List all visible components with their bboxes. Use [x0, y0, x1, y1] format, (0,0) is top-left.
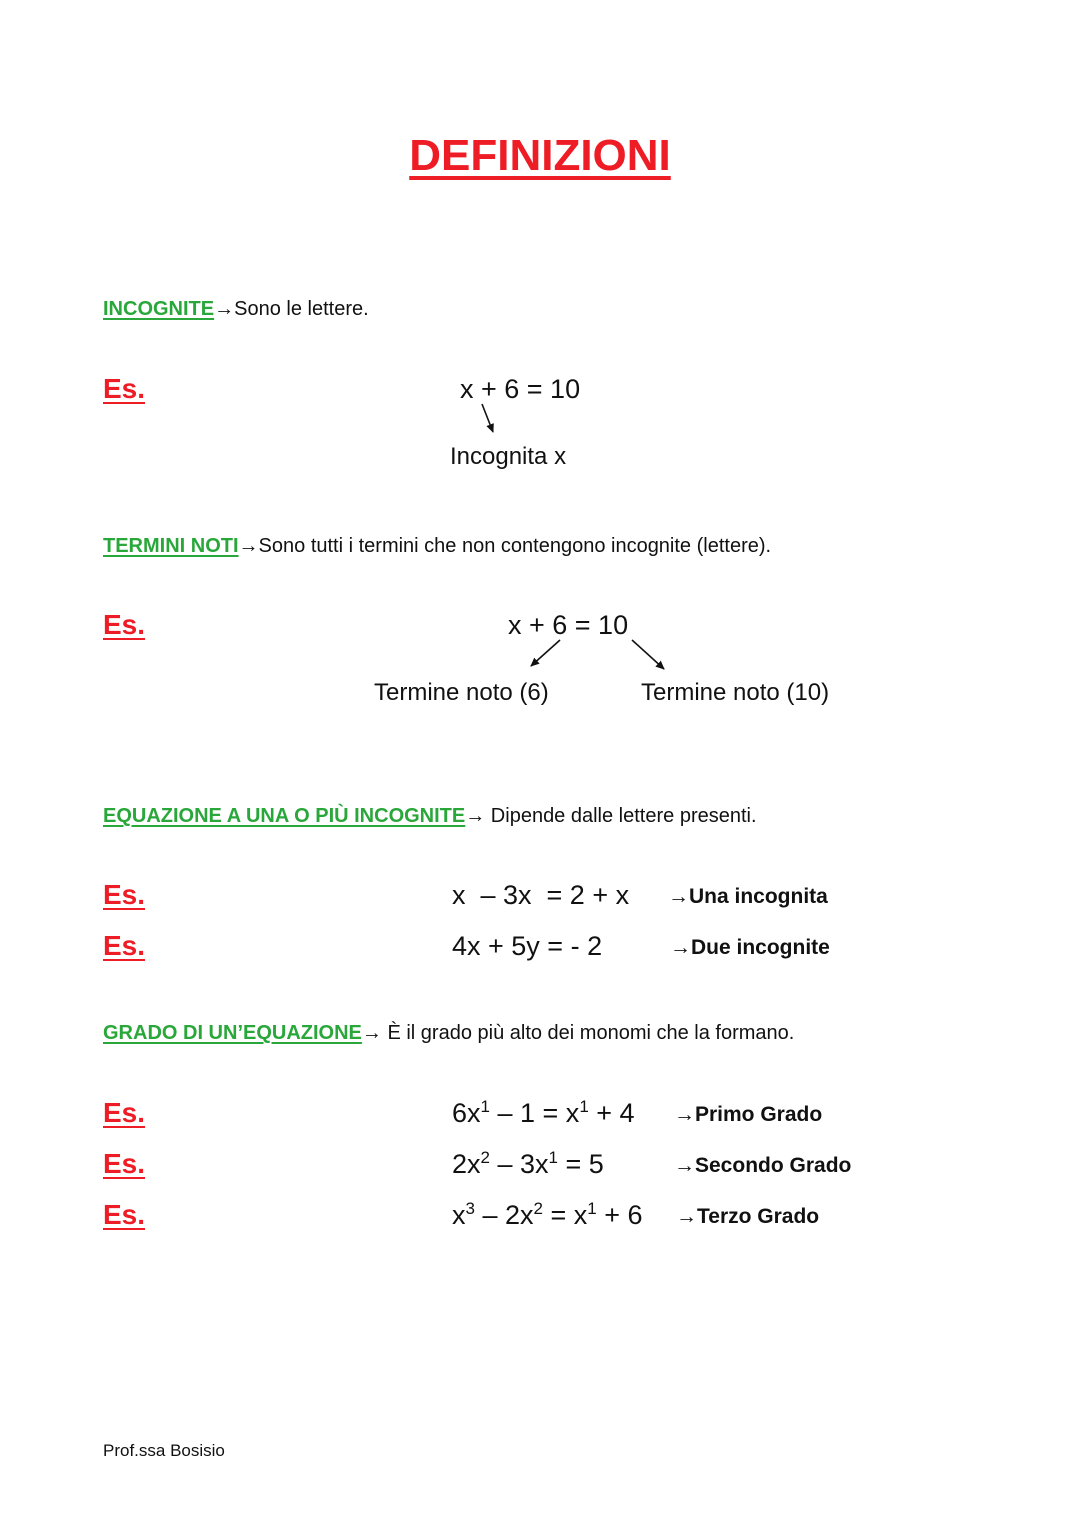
example-label: Es. — [103, 373, 146, 404]
term-incognite: INCOGNITE — [103, 298, 215, 320]
result-label: →Una incognita — [668, 885, 828, 908]
arrow-icon: → — [465, 805, 486, 827]
example-label: Es. — [103, 879, 146, 910]
example-label: Es. — [103, 1199, 146, 1230]
example-label: Es. — [103, 930, 146, 961]
equation: 4x + 5y = - 2 — [452, 931, 603, 961]
result-label: →Terzo Grado — [676, 1205, 820, 1228]
definition-equazione — [103, 803, 757, 829]
annotation-incognita: Incognita x — [450, 443, 567, 470]
arrow-icon: → — [674, 1103, 695, 1126]
equation: x + 6 = 10 — [508, 610, 629, 640]
footer-author: Prof.ssa Bosisio — [103, 1441, 225, 1460]
arrow-icon: → — [238, 535, 259, 557]
arrow-icon: → — [670, 936, 691, 959]
arrow-icon: → — [214, 298, 235, 320]
definition-text: Dipende dalle lettere presenti. — [485, 805, 757, 827]
arrow-termine-10 — [632, 640, 664, 669]
arrow-icon: → — [668, 885, 689, 908]
equation: $2x^2 - 3x^1 = 5$ — [452, 1148, 604, 1179]
equation: x + 6 = 10 — [460, 374, 581, 404]
term-equazione: EQUAZIONE A UNA O PIÙ INCOGNITE — [103, 805, 466, 827]
equation: $6x^1 - 1 = x^1 + 4$ — [452, 1097, 635, 1128]
result-label: →Due incognite — [670, 936, 830, 959]
definition-grado — [103, 1020, 794, 1046]
term-grado: GRADO DI UN’EQUAZIONE — [103, 1022, 362, 1044]
term-termini-noti: TERMINI NOTI — [103, 535, 239, 557]
annotation-termine-6: Termine noto (6) — [374, 679, 549, 706]
annotation-termine-10: Termine noto (10) — [641, 679, 830, 706]
definition-text: Sono tutti i termini che non contengono incognite (lettere). — [258, 535, 772, 557]
definition-text: È il grado più alto dei monomi che la formano. — [381, 1022, 795, 1044]
result-label: →Secondo Grado — [674, 1154, 852, 1177]
example-label: Es. — [103, 1148, 146, 1179]
example-label: Es. — [103, 1097, 146, 1128]
result-label: →Primo Grado — [674, 1103, 823, 1126]
arrow-icon: → — [676, 1205, 697, 1228]
definition-termini-noti — [103, 533, 771, 559]
arrow-icon: → — [674, 1154, 695, 1177]
equation: $x^3 - 2x^2 = x^1 + 6$ — [452, 1199, 643, 1230]
arrow-incognita — [482, 404, 493, 432]
definition-text: Sono le lettere. — [234, 298, 369, 320]
arrow-icon: → — [361, 1022, 382, 1044]
arrow-termine-6 — [531, 640, 560, 666]
equation: x – 3x = 2 + x — [452, 880, 630, 910]
page-title: DEFINIZIONI — [409, 131, 671, 180]
example-label: Es. — [103, 609, 146, 640]
